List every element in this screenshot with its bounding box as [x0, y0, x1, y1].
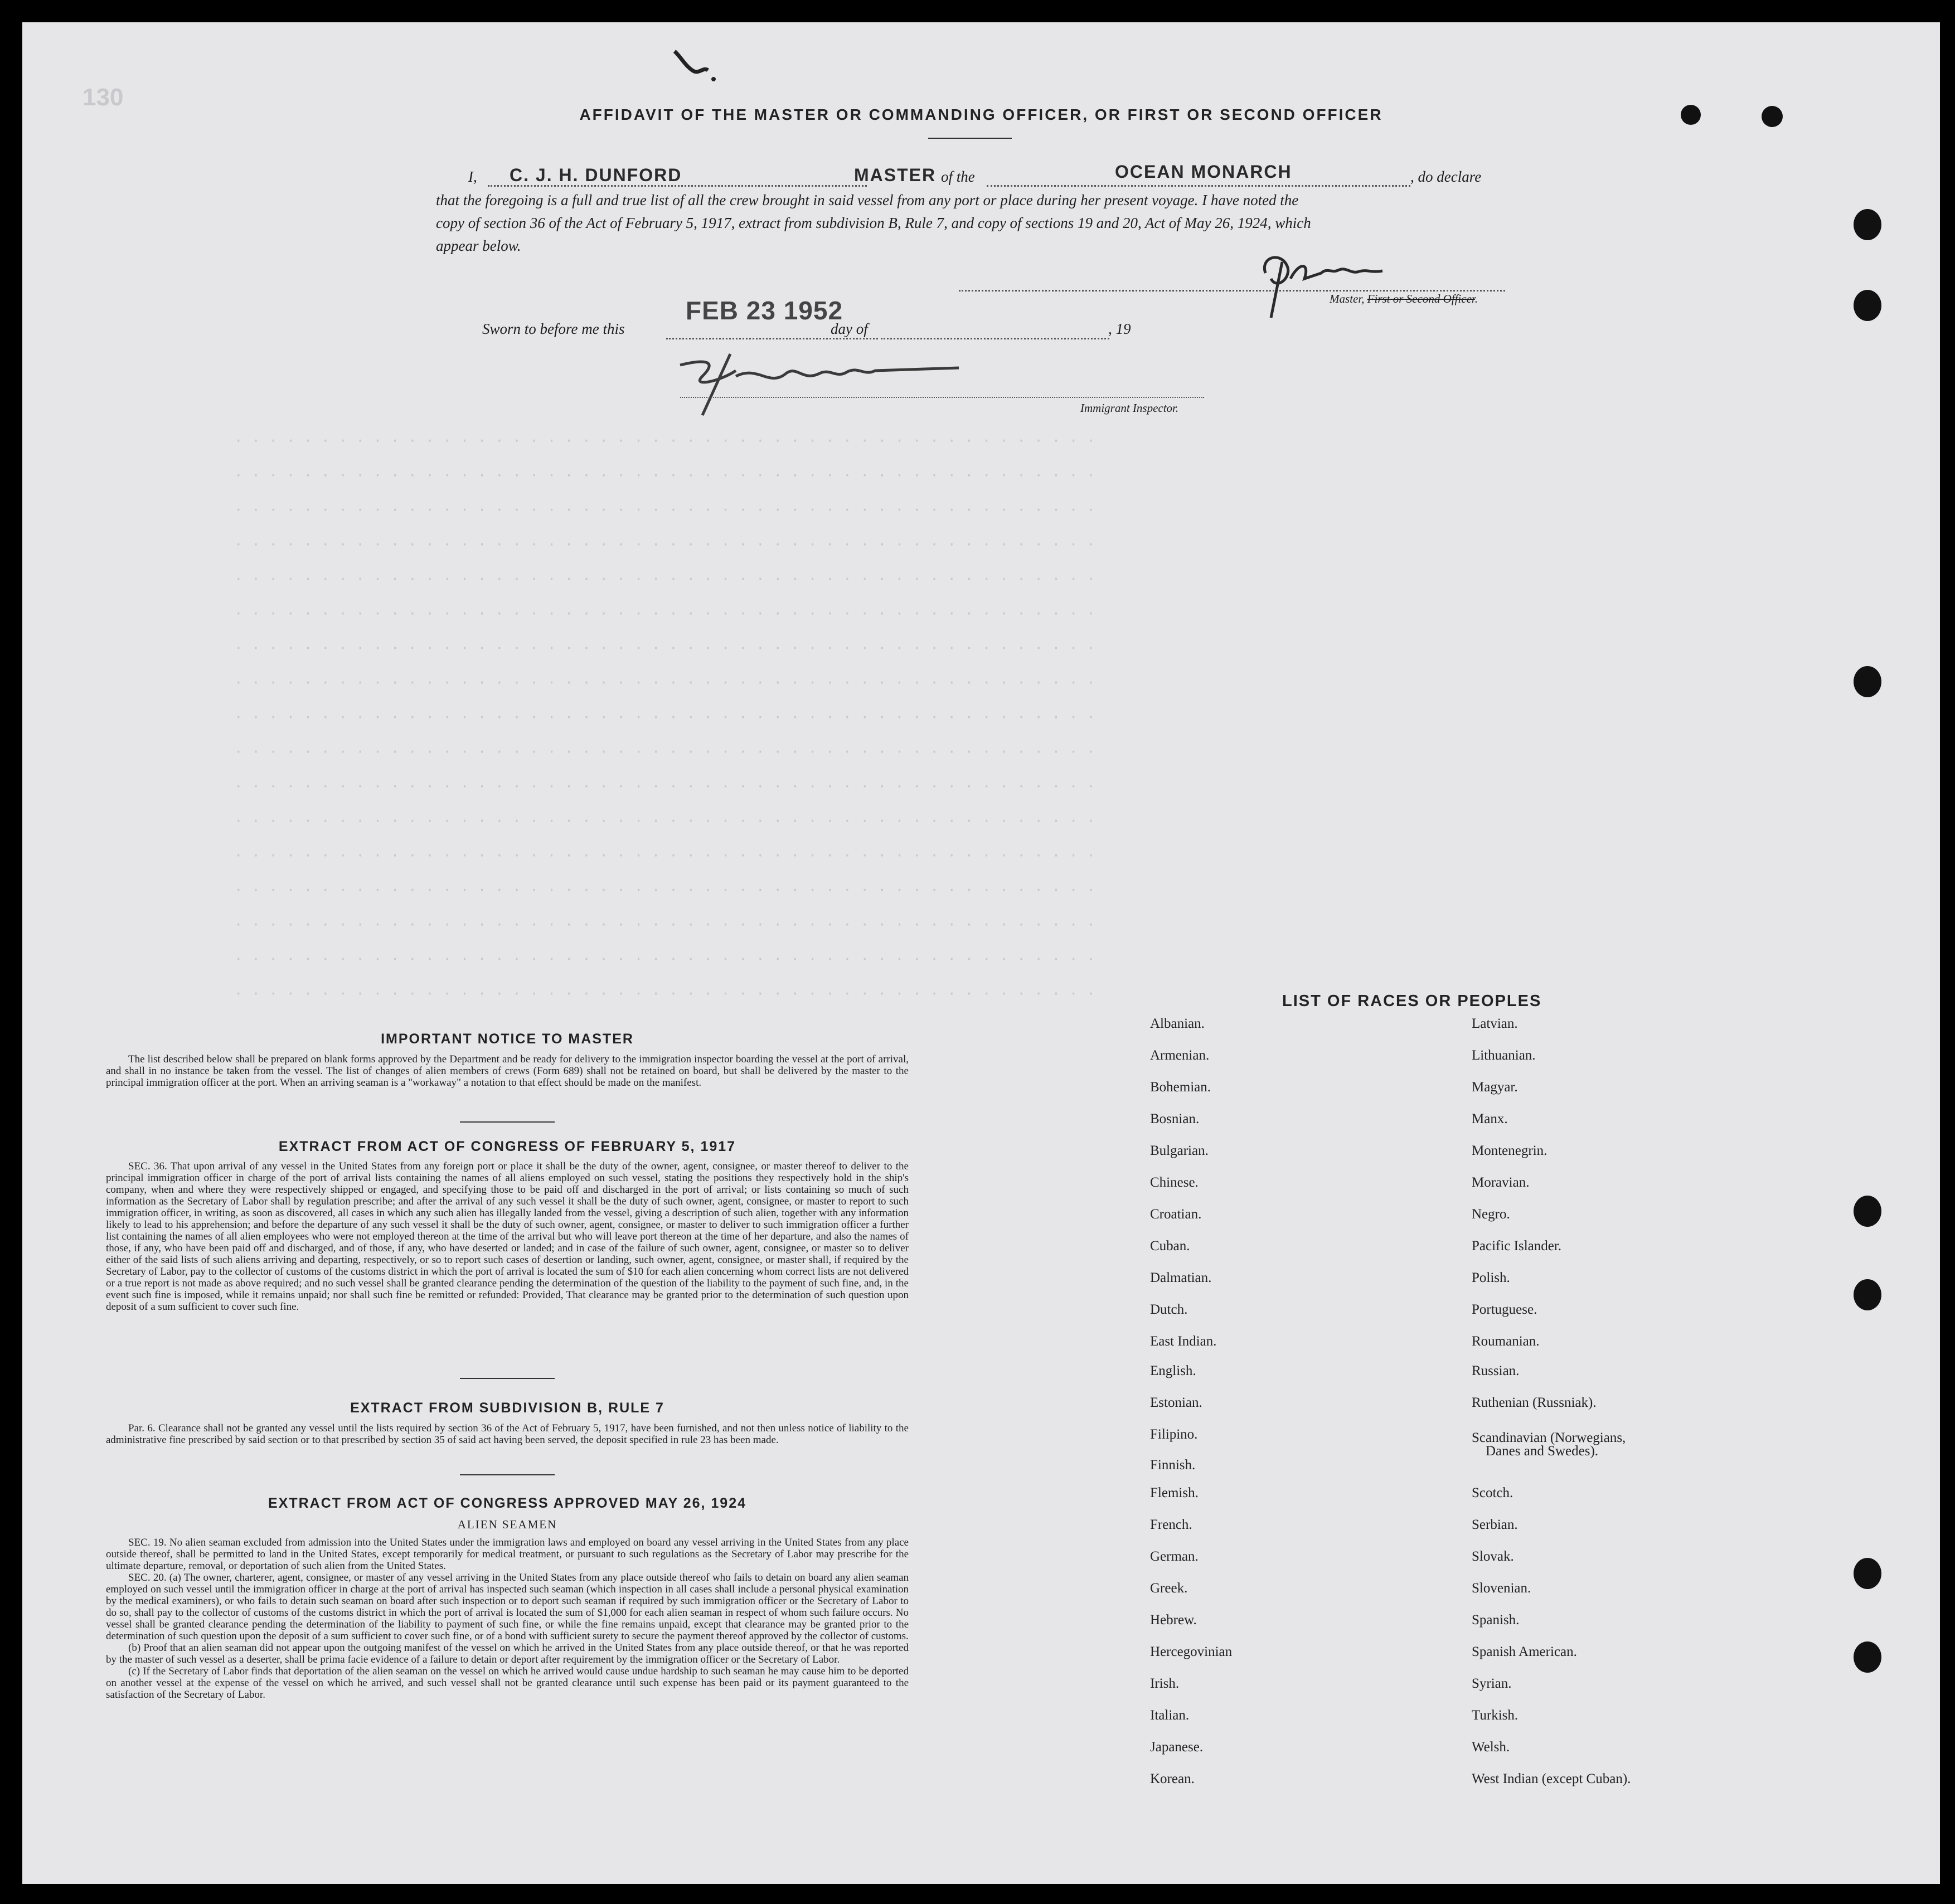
race-item: Albanian. [1150, 1016, 1205, 1031]
race-item: Slovenian. [1472, 1581, 1531, 1596]
affidavit-line-3: copy of section 36 of the Act of February 5, 1917, extract from subdivision B, Rule 7, and copy of sections 19 and 20, Act of May 26, 1924, which [436, 215, 1311, 231]
race-item: Russian. [1472, 1363, 1520, 1378]
race-item: West Indian (except Cuban). [1472, 1771, 1631, 1786]
punch-hole-icon [1854, 1641, 1881, 1673]
signature-caption [1330, 292, 1478, 306]
race-item: Bosnian. [1150, 1111, 1200, 1126]
notice-title: IMPORTANT NOTICE TO MASTER [381, 1031, 634, 1047]
race-item: Pacific Islander. [1472, 1238, 1562, 1254]
race-item: Cuban. [1150, 1238, 1190, 1254]
extract-1917-text: SEC. 36. That upon arrival of any vessel in the United States from any foreign port or place it shall be the duty of the owner, agent, consignee, or master thereof to deliver to the principal immigration officer in charge of the port of arrival lists containing the names of all aliens employed on such vessel, stating the positions they respectively hold in the ship's company, when and where they were respectively shipped or engaged, and specifying those to be paid off and discharged in the port of arrival; or lists containing so much of such information as the Secretary of Labor shall by regulation prescribe; and after the arrival of any such vessel it shall be the duty of such owner, agent, consignee, or master to report to such immigration officer, in writing, as soon as discovered, all cases in which any such alien has illegally landed from the vessel, giving a description of such alien, together with any information likely to lead to his apprehension; and before the departure of any such vessel it shall be the duty of such owner, agent, consignee, or master to deliver to such immigration officer a further list containing the names of all alien employees who were not employed thereon at the time of the arrival but who will leave port thereon at the time of her departure, and also the names of those, if any, who have been paid off and discharged, and of those, if any, who have deserted or landed; and in case of the failure of such owner, agent, consignee, or master so to deliver either of the said lists of such aliens arriving and departing, respectively, or so to report such cases of desertion or landing, such owner, agent, consignee, or master shall, if required by the Secretary of Labor, pay to the collector of customs of the customs district in which the port of arrival is located the sum of $10 for each alien concerning whom correct lists are not delivered or a true report is not made as above required; and no such vessel shall be granted clearance pending the determination of the question of the liability to the payment of such fine, and, in the event such fine is imposed, while it remains unpaid; nor shall such fine be remitted or refunded: Provided, That clearance may be granted prior to the determination of such question upon deposit of a sum sufficient to cover such fine. [106, 1160, 909, 1313]
race-item: Polish. [1472, 1270, 1510, 1285]
punch-hole-icon [1854, 290, 1881, 321]
race-item: Welsh. [1472, 1740, 1510, 1755]
race-item: Dutch. [1150, 1302, 1188, 1317]
race-item: Latvian. [1472, 1016, 1518, 1031]
race-item: Danes and Swedes). [1486, 1444, 1599, 1459]
race-item: Greek. [1150, 1581, 1188, 1596]
race-item: Spanish American. [1472, 1644, 1577, 1659]
race-item: Lithuanian. [1472, 1048, 1536, 1063]
race-item: East Indian. [1150, 1334, 1217, 1349]
race-item: Portuguese. [1472, 1302, 1537, 1317]
sec20b-text: (b) Proof that an alien seaman did not appear upon the outgoing manifest of the vessel on which he arrived in the United States from any place outside thereof, or that he was reported by the master of such vessel as a deserter, shall be prima facie evidence of a failure to detain or deport after requirement by the immigration officer or the Secretary of Labor. [106, 1642, 909, 1665]
year-label: , 19 [1108, 320, 1131, 337]
inspector-signature-icon [669, 343, 970, 421]
rank: MASTER [854, 165, 937, 185]
notice-text: The list described below shall be prepared on blank forms approved by the Department and be ready for delivery to the immigration inspector boarding the vessel at the port of arrival, and shall in no instance be taken from the vessel. The list of changes of alien members of crews (Form 689) shall not be retained on board, but shall be delivered by the master to the principal immigration officer at the port. When an arriving seaman is a "workaway" a notation to that effect should be made on the manifest. [106, 1053, 909, 1089]
race-item: Manx. [1472, 1111, 1508, 1126]
caption-master: Master, [1330, 292, 1365, 305]
race-item: Filipino. [1150, 1427, 1198, 1442]
punch-hole-icon [1854, 1196, 1881, 1227]
of-the-label: of the [941, 168, 975, 185]
affidavit-title: AFFIDAVIT OF THE MASTER OR COMMANDING OFFICER, OR FIRST OR SECOND OFFICER [579, 106, 1383, 123]
rule7-title: EXTRACT FROM SUBDIVISION B, RULE 7 [350, 1400, 664, 1416]
punch-hole-icon [1854, 1558, 1881, 1589]
race-item: Scotch. [1472, 1485, 1513, 1500]
race-item: Turkish. [1472, 1708, 1519, 1723]
race-item: Bulgarian. [1150, 1143, 1209, 1158]
race-item: Hebrew. [1150, 1612, 1197, 1628]
race-item: English. [1150, 1363, 1196, 1378]
race-item: Slovak. [1472, 1549, 1514, 1564]
sworn-fill-line [666, 338, 878, 339]
vessel-name: OCEAN MONARCH [1115, 162, 1292, 182]
bleed-through-rows: · · · · · · · · · · · · · · · · · · · · · · · · · · · · · · · · · · · · · · · · · · · · · · · · · · · · · · · · · · · · · · · · · · · · · · · · · · · · · · · · · · · · · · · · · · · · · · · · · · · · · · · · · · · · · · · · · · · · · · · · · · · · · · · · · · · · · · · · · · · · · · · · · · · · · · · · · · · · · · · · · · · · · · · · · · · · · · · · · · · · · · · · · · · · · · · · · · · · · · · · · · · · · · · · · · · · · · · · · · · · · · · · · · · · · · · · · · · · · · · · · · · · · · · · · · · · · · · · · · · · · · · · · · · · · · · · · · · · · · · · · · · · · · · · · · · · · · · · · · · · · · · · · · · · · · · · · · · · · · · · · · · · · · · · · · · · · · · · · · · · · · · · · · · · · · · · · · · · · · · · · · · · · · · · · · · · · · · · · · · · · · · · · · · · · · · · · · · · · · · · · · · · · · · · · · · · · · · · · · · · · · · · · · · · · · · · · · · · · · · · · · · · · · · · · · · · · · · · · · · · · · · · · · · · · · · · · · · · · · · · · · · · · · · · · · · · · · · · · · · · · · · · · · · · · · · · · · · · · · · · · · · · · · · · · · · · · · · · · · · · · · · · · · · · · · · · · · · · · · · · · · · · · · · · · · · · · · · · · · · · · · · · · · · · · · · · · · · · · · · · · · · · · · · · · · · · · · · · · · · · · · · · · · · · · · · · · · · · · · · · · · · · · · · · · · · · · · · · · · · · · · · · · · · · · · · · · · · · · · · · · · · · · · · · · · · · · · · · · · · · · · · · · · · · · · · · · · · · · · · · · · · · · · · · · · · · · · · · · · · · · · · · · · · · · · · · · · · · · · · · · · · · · · · · · · · · · · · · · · · · · · · · · · · · · · · · · · · · · · · · · · · · · · · · · · · · · · · · · · · · · · · · · · · · · · · · · · · · · · · · · · · · · · · · · · [234, 433, 1095, 1002]
punch-hole-icon [1854, 666, 1881, 697]
sworn-label: Sworn to before me this [482, 320, 625, 337]
title-divider [928, 138, 1012, 139]
extract-1924-title: EXTRACT FROM ACT OF CONGRESS APPROVED MAY 26, 1924 [268, 1495, 747, 1511]
race-item: French. [1150, 1517, 1192, 1532]
race-item: German. [1150, 1549, 1199, 1564]
race-item: Spanish. [1472, 1612, 1520, 1628]
master-signature-icon [1249, 240, 1427, 323]
race-item: Bohemian. [1150, 1080, 1211, 1095]
inspector-caption: Immigrant Inspector. [1080, 401, 1179, 415]
extract-1917-title: EXTRACT FROM ACT OF CONGRESS OF FEBRUARY 5, 1917 [278, 1139, 736, 1154]
date-stamp: FEB 23 1952 [686, 296, 843, 325]
notice-divider [460, 1121, 555, 1123]
race-item: Negro. [1472, 1207, 1510, 1222]
race-item: Estonian. [1150, 1395, 1202, 1410]
pronoun: I, [468, 168, 477, 185]
race-item: Irish. [1150, 1676, 1180, 1691]
race-item: Roumanian. [1472, 1334, 1540, 1349]
punch-hole-icon [1854, 209, 1881, 240]
races-title: LIST OF RACES OR PEOPLES [1282, 992, 1542, 1010]
race-item: Syrian. [1472, 1676, 1512, 1691]
rule7-divider [460, 1474, 555, 1475]
race-item: Croatian. [1150, 1207, 1202, 1222]
race-item: Serbian. [1472, 1517, 1518, 1532]
sec20c-text: (c) If the Secretary of Labor finds that deportation of the alien seaman on the vessel on which he arrived would cause undue hardship to such seaman he may cause him to be deported on another vessel at the expense of the vessel on which he arrived, and such vessel shall not be granted clearance until such expense has been paid or its payment guaranteed to the satisfaction of the Secretary of Labor. [106, 1665, 909, 1701]
race-item: Chinese. [1150, 1175, 1199, 1190]
race-item: Flemish. [1150, 1485, 1199, 1500]
alien-seamen-subtitle: ALIEN SEAMEN [457, 1518, 557, 1531]
race-item: Armenian. [1150, 1048, 1210, 1063]
caption-suffix: . [1474, 292, 1478, 305]
race-item: Japanese. [1150, 1740, 1204, 1755]
faded-page-number: 130 [83, 84, 124, 111]
race-item: Scandinavian (Norwegians, [1472, 1430, 1626, 1445]
caption-struck: First or Second Officer [1367, 292, 1475, 305]
race-item: Magyar. [1472, 1080, 1518, 1095]
punch-hole-icon [1854, 1279, 1881, 1310]
sec19-text: SEC. 19. No alien seaman excluded from admission into the United States under the immigration laws and employed on board any vessel arriving in the United States from any place outside thereof, shall be permitted to land in the United States, except temporarily for medical treatment, or pursuant to such regulations as the Secretary of Labor may prescribe for the ultimate departure, removal, or deportation of such alien from the United States. [106, 1537, 909, 1572]
race-item: Montenegrin. [1472, 1143, 1547, 1158]
race-item: Moravian. [1472, 1175, 1530, 1190]
sec20a-text: SEC. 20. (a) The owner, charterer, agent, consignee, or master of any vessel arriving in the United States from any place outside thereof who fails to detain on board any alien seaman employed on such vessel until the immigration officer in charge at the port of arrival has inspected such seaman (which inspection in all cases shall include a personal physical examination by the medical examiners), or who fails to detain such seaman on board after such inspection or to deport such seaman if required by such immigration officer or the Secretary of Labor to do so, shall pay to the collector of customs of the customs district in which the port of arrival is located the sum of $1,000 for each alien seaman in respect of whom such failure occurs. No vessel shall be granted clearance pending the determination of the liability to payment of such fine, or while the fine remains unpaid, except that clearance may be granted prior to the determination of such question upon the deposit of a sum sufficient to cover such fine, or of a bond with sufficient surety to secure the payment thereof approved by the collector of customs. [106, 1572, 909, 1642]
race-item: Korean. [1150, 1771, 1195, 1786]
do-declare-label: , do declare [1410, 168, 1482, 185]
vessel-fill-line [987, 185, 1410, 187]
extract-1917-divider [460, 1378, 555, 1379]
inspector-fill-line [680, 397, 1204, 398]
affidavit-line-4: appear below. [436, 237, 521, 254]
extract-1924-body [106, 1537, 909, 1701]
master-name: C. J. H. DUNFORD [510, 165, 682, 185]
race-item: Italian. [1150, 1708, 1190, 1723]
month-fill-line [881, 338, 1109, 339]
race-item: Ruthenian (Russniak). [1472, 1395, 1597, 1410]
race-item: Hercegovinian [1150, 1644, 1233, 1659]
race-item: Dalmatian. [1150, 1270, 1212, 1285]
race-item: Finnish. [1150, 1458, 1196, 1473]
rule7-text: Par. 6. Clearance shall not be granted any vessel until the lists required by section 36 of the Act of February 5, 1917, have been furnished, and not then unless notice of liability to the administrative fine prescribed by said section or to that prescribed by section 35 of said act having been served, the deposit specified in rule 23 has been made. [106, 1422, 909, 1446]
document-page [22, 22, 1940, 1884]
affidavit-line-2: that the foregoing is a full and true list of all the crew brought in said vessel from any port or place during her present voyage. I have noted the [436, 192, 1299, 208]
pen-mark-icon [669, 45, 719, 84]
day-of-label: day of [831, 320, 868, 337]
